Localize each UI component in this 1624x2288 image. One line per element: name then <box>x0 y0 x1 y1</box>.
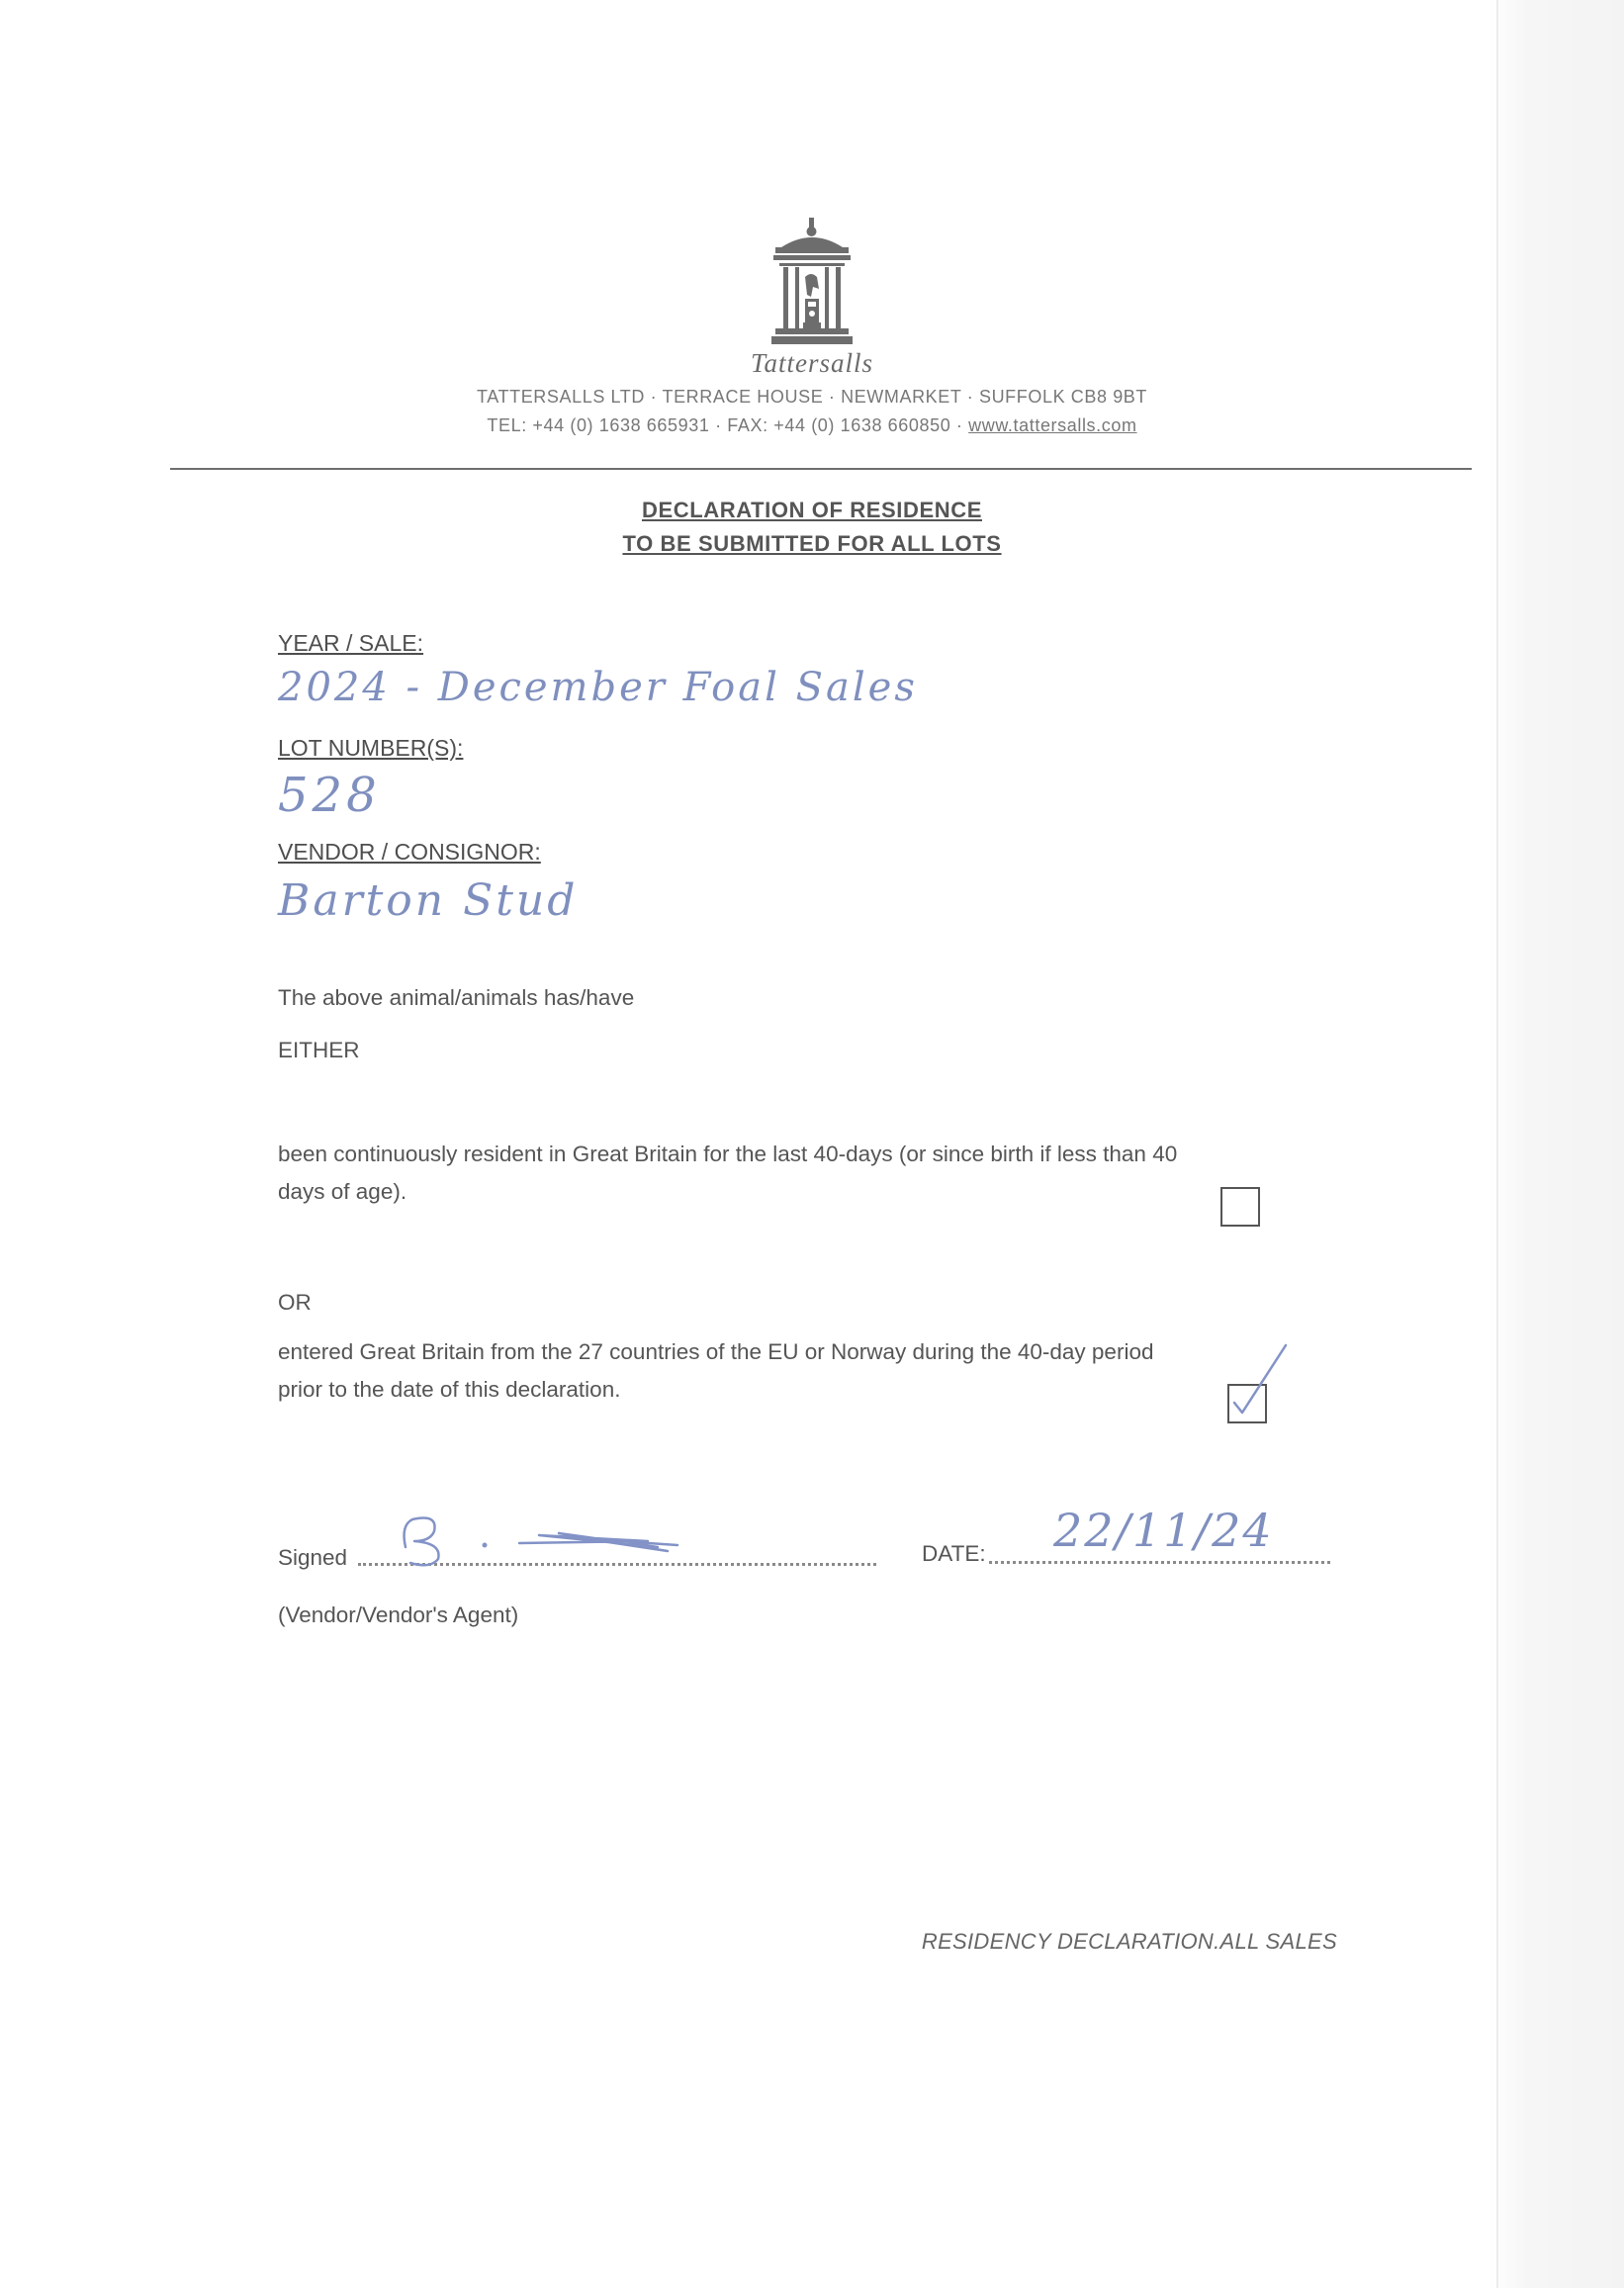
option1-text-line2: days of age). <box>278 1179 407 1204</box>
tattersalls-logo <box>769 218 855 346</box>
option1-text-line1: been continuously resident in Great Britain for the last 40-days (or since birth if less than 40 <box>278 1142 1178 1166</box>
date-line <box>989 1561 1330 1564</box>
vendor-label: VENDOR / CONSIGNOR: <box>278 839 541 865</box>
document-title: DECLARATION OF RESIDENCE <box>641 498 982 522</box>
signer-role-note: (Vendor/Vendor's Agent) <box>278 1602 519 1627</box>
vendor-value[interactable]: Barton Stud <box>278 875 579 926</box>
brand-name: Tattersalls <box>750 348 874 378</box>
lot-number-label: LOT NUMBER(S): <box>278 735 464 761</box>
handwritten-signature[interactable] <box>391 1508 687 1571</box>
date-value[interactable]: 22/11/24 <box>1053 1504 1274 1557</box>
either-label: EITHER <box>278 1038 360 1062</box>
year-sale-value[interactable]: 2024 - December Foal Sales <box>278 665 918 710</box>
year-sale-label: YEAR / SALE: <box>278 630 424 656</box>
option2-text-line1: entered Great Britain from the 27 countries of the EU or Norway during the 40-day period <box>278 1339 1154 1364</box>
company-address: TATTERSALLS LTD · TERRACE HOUSE · NEWMARKET · SUFFOLK CB8 9BT <box>476 387 1148 407</box>
statement-intro: The above animal/animals has/have <box>278 985 635 1010</box>
date-label: DATE: <box>922 1541 986 1566</box>
header-rule <box>170 468 1472 470</box>
scan-page-edge <box>1489 0 1624 2288</box>
option1-checkbox[interactable] <box>1220 1187 1260 1227</box>
or-label: OR <box>278 1290 312 1315</box>
checkmark-icon <box>1224 1337 1294 1428</box>
company-contact <box>0 415 1624 436</box>
document-subtitle: TO BE SUBMITTED FOR ALL LOTS <box>622 531 1002 556</box>
form-footer-name: RESIDENCY DECLARATION.ALL SALES <box>921 1929 1337 1954</box>
contact-numbers: TEL: +44 (0) 1638 665931 · FAX: +44 (0) 1638 660850 · <box>487 415 969 435</box>
option2-text-line2: prior to the date of this declaration. <box>278 1377 621 1402</box>
signed-label: Signed <box>278 1545 348 1570</box>
lot-number-value[interactable]: 528 <box>278 768 381 823</box>
website-link[interactable]: www.tattersalls.com <box>968 415 1137 435</box>
